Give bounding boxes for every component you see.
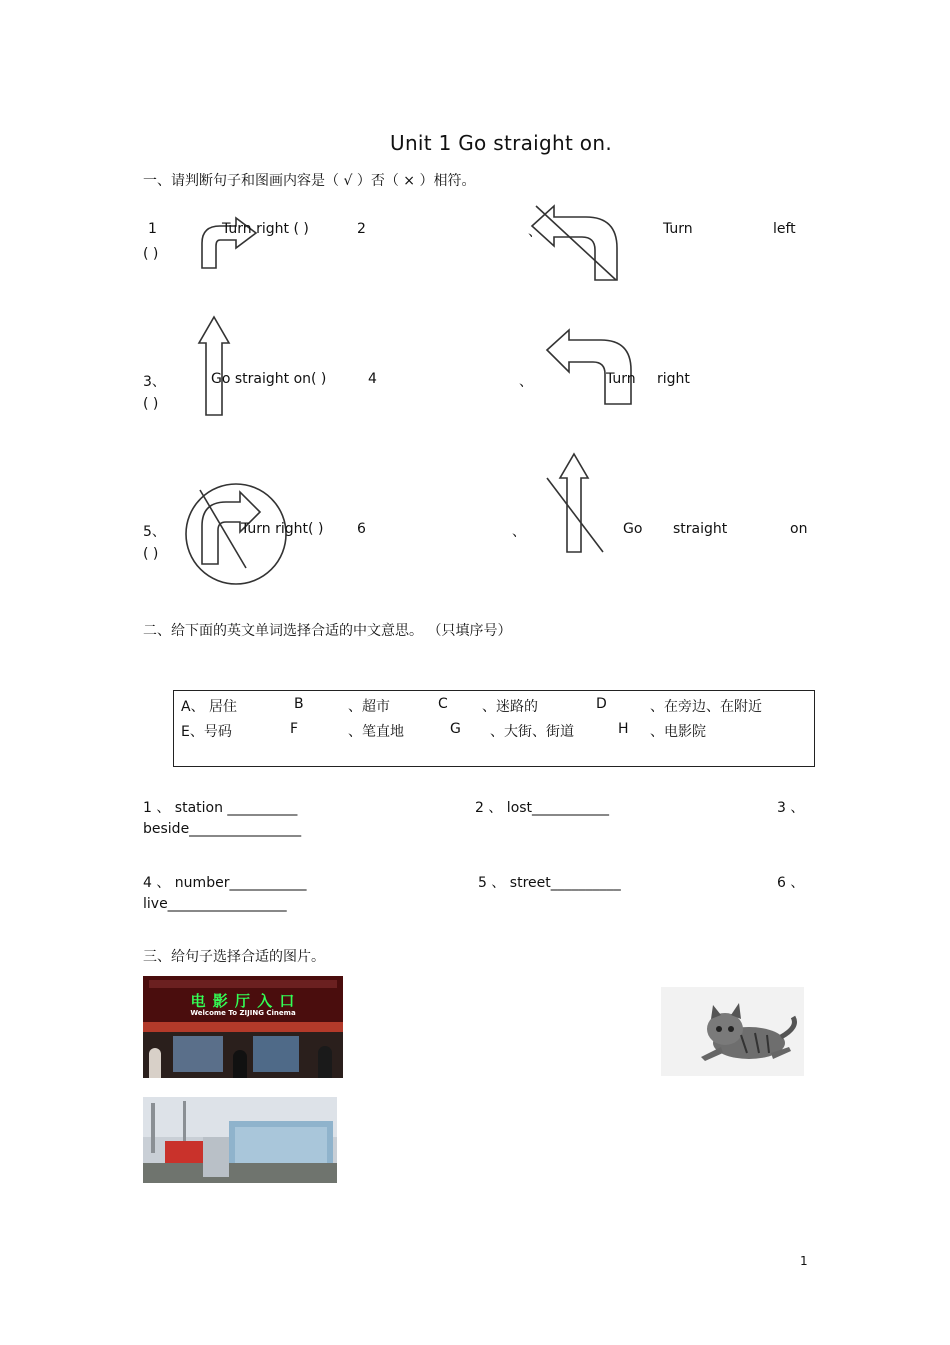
option-b: 、超市 <box>348 699 390 715</box>
page-title: Unit 1 Go straight on. <box>390 131 612 155</box>
option-c-letter: C <box>438 696 448 712</box>
option-d-letter: D <box>596 696 607 712</box>
question-4[interactable]: 4 、 number___________ <box>143 875 307 891</box>
option-c: 、迷路的 <box>482 699 538 715</box>
item6-separator: 、 <box>512 524 526 540</box>
item4-number: 4 <box>368 371 377 387</box>
option-f-letter: F <box>290 721 299 737</box>
cinema-sign-text: 电 影 厅 入 口 <box>190 992 296 1010</box>
turn-left-arrow-crossed-icon <box>530 204 622 282</box>
item6-text-on: on <box>790 521 808 537</box>
straight-arrow-icon <box>198 315 232 417</box>
kitten-icon <box>661 987 804 1076</box>
question-5[interactable]: 5 、 street__________ <box>478 875 621 891</box>
item2-number: 2 <box>357 221 366 237</box>
item1-number: 1 <box>148 221 157 237</box>
question-1[interactable]: 1 、 station __________ <box>143 800 298 816</box>
option-a: A、 居住 <box>181 699 238 715</box>
item6-text-straight: straight <box>673 521 728 537</box>
options-box <box>173 690 815 767</box>
item2-text-left: left <box>773 221 796 237</box>
item2-text-turn: Turn <box>663 221 693 237</box>
kitten-photo[interactable] <box>661 987 804 1076</box>
option-h: 、电影院 <box>650 724 706 740</box>
section2-heading: 二、给下面的英文单词选择合适的中文意思。 （只填序号） <box>143 623 512 639</box>
item6-number: 6 <box>357 521 366 537</box>
item6-text-go: Go <box>623 521 643 537</box>
item4-text-right: right <box>657 371 690 387</box>
option-g: 、大街、街道 <box>490 724 574 740</box>
question-3[interactable]: 3 、 <box>777 800 805 816</box>
option-g-letter: G <box>450 721 461 737</box>
option-e: E、号码 <box>181 724 232 740</box>
section3-heading: 三、给句子选择合适的图片。 <box>143 949 325 965</box>
item4-text-turn: Turn <box>606 371 636 387</box>
question-6-word[interactable]: live_________________ <box>143 896 287 912</box>
item1-answer-paren: ( ) <box>143 246 159 262</box>
item5-text: Turn right( ) <box>241 521 324 537</box>
item2-separator: 、 <box>528 224 542 240</box>
page-number: 1 <box>800 1254 808 1268</box>
item5-answer-paren: ( ) <box>143 546 159 562</box>
item5-number: 5、 <box>143 524 166 540</box>
option-b-letter: B <box>294 696 304 712</box>
item4-separator: 、 <box>519 374 533 390</box>
option-h-letter: H <box>618 721 629 737</box>
question-2[interactable]: 2 、 lost___________ <box>475 800 610 816</box>
question-6[interactable]: 6 、 <box>777 875 805 891</box>
item3-answer-paren: ( ) <box>143 396 159 412</box>
garden-gate-photo[interactable] <box>143 1097 337 1183</box>
item1-text: Turn right ( ) <box>222 221 309 237</box>
option-f: 、笔直地 <box>348 724 404 740</box>
option-d: 、在旁边、在附近 <box>650 699 762 715</box>
cinema-entrance-photo[interactable] <box>143 976 343 1078</box>
item3-text: Go straight on( ) <box>211 371 327 387</box>
item3-number: 3、 <box>143 374 166 390</box>
turn-left-arrow-icon <box>545 328 635 406</box>
section1-heading: 一、请判断句子和图画内容是（ √ ）否（ × ）相符。 <box>143 173 476 189</box>
question-3-word[interactable]: beside________________ <box>143 821 302 837</box>
cinema-sign-subtext: Welcome To ZIJING Cinema <box>190 1009 296 1017</box>
no-straight-arrow-icon <box>545 452 605 556</box>
